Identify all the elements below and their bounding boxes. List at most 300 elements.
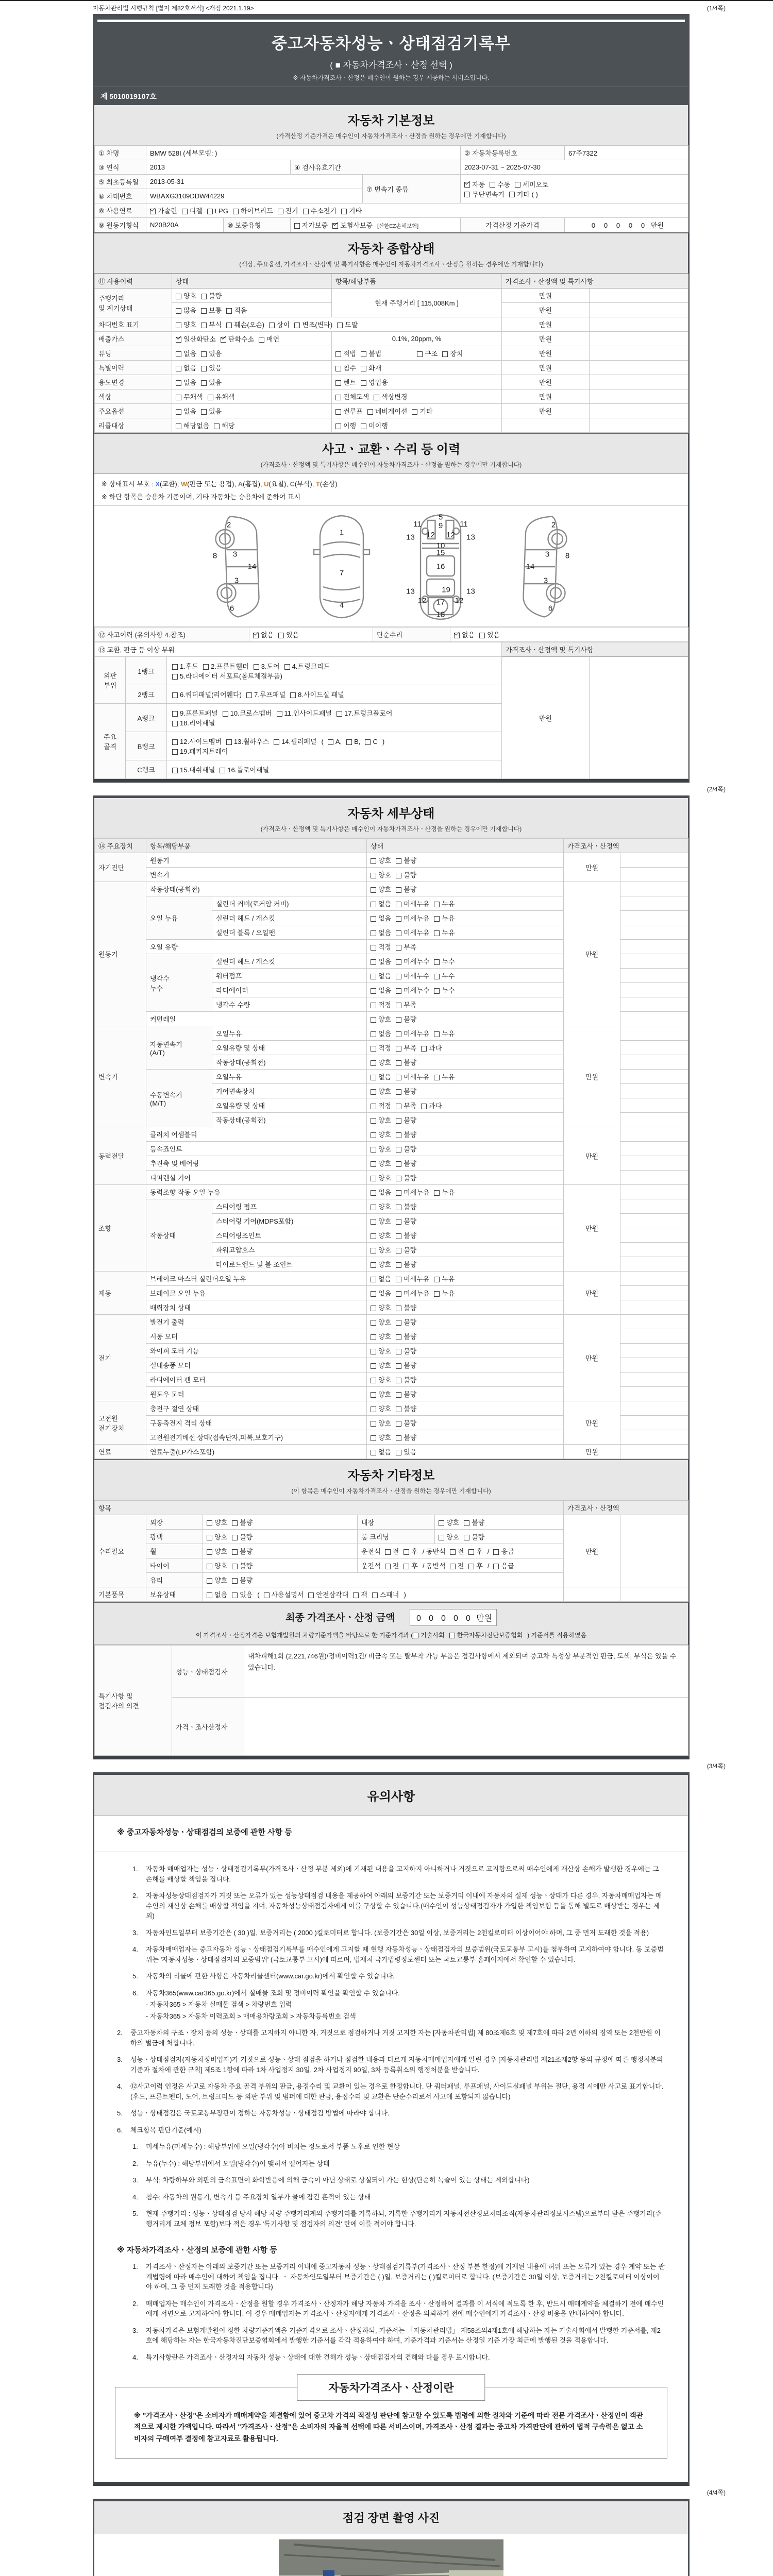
col-price: 가격조사ㆍ산정액: [564, 1501, 688, 1515]
checkbox-상이[interactable]: 상이: [269, 319, 290, 329]
notice-item: [132, 2192, 665, 2202]
notes-cell: [590, 361, 688, 375]
item-label: 외장: [146, 1515, 203, 1530]
checkbox-불량[interactable]: 불량: [396, 1245, 416, 1255]
checkbox-미세누유[interactable]: 미세누유: [396, 899, 429, 908]
diagram-part-number: 14: [247, 562, 257, 571]
notes-cell: [620, 1171, 688, 1185]
checkbox-네비게이션[interactable]: 네비게이션: [367, 406, 408, 416]
checkbox-영업용[interactable]: 영업용: [361, 377, 388, 387]
checkbox-불량[interactable]: 불량: [396, 1259, 416, 1269]
checkbox-양호[interactable]: 양호: [207, 1575, 227, 1585]
checkbox-전체도색[interactable]: 전체도색: [335, 392, 369, 401]
checkbox-양호[interactable]: 양호: [371, 1201, 391, 1211]
checkbox-누유[interactable]: 누유: [434, 913, 455, 923]
checkbox-양호[interactable]: 양호: [371, 1403, 391, 1413]
checkbox-불량[interactable]: 불량: [396, 1158, 416, 1168]
checkbox-해당없음[interactable]: 해당없음: [176, 420, 209, 430]
checkbox-누유[interactable]: 누유: [434, 1187, 455, 1197]
checkbox-2.프론트휀더[interactable]: 2.프론트휀더: [203, 661, 249, 671]
checkbox-해당[interactable]: 해당: [214, 420, 234, 430]
checkbox-불법[interactable]: 불법: [361, 348, 381, 358]
checkbox-불량[interactable]: 불량: [396, 1317, 416, 1327]
checkbox-양호[interactable]: 양호: [371, 1173, 391, 1182]
appraiser-opinion-text: [244, 1698, 688, 1756]
checkbox-후[interactable]: 후: [468, 1561, 483, 1570]
checkbox-부족[interactable]: 부족: [396, 1043, 416, 1053]
checkbox-일산화탄소[interactable]: 일산화탄소: [176, 334, 216, 344]
checkbox-적정[interactable]: 적정: [371, 1043, 391, 1053]
checkbox-6.쿼더패널(리어휀다)[interactable]: 6.쿼더패널(리어휀다): [172, 689, 242, 699]
notes-cell: [620, 911, 688, 925]
checkbox-icon: [176, 380, 181, 386]
checkbox-양호[interactable]: 양호: [207, 1532, 227, 1541]
checkbox-적법[interactable]: 적법: [335, 348, 356, 358]
table-row: [95, 218, 688, 232]
checkbox-누유[interactable]: 누유: [434, 1028, 455, 1038]
checkbox-icon: [201, 294, 207, 299]
checkbox-불량[interactable]: 불량: [396, 1014, 416, 1024]
checkbox-사용설명서[interactable]: 사용설명서: [264, 1589, 304, 1599]
checkbox-미세누유[interactable]: 미세누유: [396, 1288, 429, 1298]
checkbox-양호[interactable]: 양호: [371, 1129, 391, 1139]
diagram-part-number: 13: [466, 587, 475, 596]
checkbox-이행[interactable]: 이행: [335, 420, 356, 430]
checkbox-있음[interactable]: 있음: [232, 1589, 253, 1599]
checkbox-응급[interactable]: 응급: [493, 1561, 514, 1570]
checkbox-없음[interactable]: 없음: [176, 348, 196, 358]
detail-row: [95, 1445, 688, 1459]
checkbox-없음[interactable]: 없음: [371, 927, 391, 937]
checkbox-양호[interactable]: 양호: [176, 291, 196, 300]
checkbox-불량[interactable]: 불량: [232, 1532, 253, 1541]
checkbox-훼손(오손)[interactable]: 훼손(오손): [226, 319, 264, 329]
checkbox-전[interactable]: 전: [385, 1561, 399, 1570]
checkbox-탄화수소[interactable]: 탄화수소: [221, 334, 254, 344]
checkbox-icon: [371, 1349, 376, 1354]
checkbox-icon: [226, 308, 232, 314]
checkbox-icon: [396, 1262, 401, 1268]
final-price-note: 이 가격조사ㆍ산정가격은 보험개발원의 차량기준가액을 바탕으로 한 기준가격과 ( 기술사회 한국자동차진단보증협회 ) 기준서를 적용하였음: [195, 1632, 587, 1639]
checkbox-양호[interactable]: 양호: [371, 884, 391, 894]
checkbox-5.라디에이터 서포트(볼트체결부품)[interactable]: 5.라디에이터 서포트(볼트체결부품): [172, 671, 282, 681]
checkbox-불량[interactable]: 불량: [396, 1173, 416, 1182]
checkbox-보험사보증[interactable]: 보험사보증: [332, 220, 373, 230]
checkbox-있음[interactable]: 있음: [201, 363, 222, 372]
diagram-part-number: 3: [545, 550, 550, 559]
checkbox-수소전기[interactable]: 수소전기: [303, 206, 337, 215]
checkbox-하이브리드[interactable]: 하이브리드: [233, 206, 273, 215]
checkbox-양호[interactable]: 양호: [207, 1546, 227, 1556]
checkbox-양호[interactable]: 양호: [371, 1375, 391, 1384]
checkbox-icon: [396, 1190, 401, 1196]
checkbox-16.플로어패널[interactable]: 16.플로어패널: [220, 765, 269, 774]
checkbox-후[interactable]: 후: [468, 1546, 483, 1556]
checkbox-양호[interactable]: 양호: [371, 1014, 391, 1024]
state-options: [367, 1185, 564, 1199]
checkbox-많음[interactable]: 많음: [176, 305, 196, 315]
car-underbody-diagram: [402, 512, 479, 621]
notes-cell: [590, 375, 688, 389]
checkbox-7.루프패널[interactable]: 7.루프패널: [246, 689, 285, 699]
checkbox-양호[interactable]: 양호: [371, 1216, 391, 1226]
checkbox-8.사이드실 패널[interactable]: 8.사이드실 패널: [290, 689, 344, 699]
checkbox-양호[interactable]: 양호: [207, 1517, 227, 1527]
checkbox-있음[interactable]: 있음: [278, 630, 299, 639]
checkbox-응급[interactable]: 응급: [493, 1546, 514, 1556]
checkbox-B,[interactable]: B,: [346, 738, 360, 745]
checkbox-양호[interactable]: 양호: [371, 1346, 391, 1355]
checkbox-안전삼각대[interactable]: 안전삼각대: [308, 1589, 348, 1599]
checkbox-C[interactable]: C: [365, 738, 377, 745]
checkbox-불량[interactable]: 불량: [396, 1115, 416, 1125]
notice-number: 2.: [132, 1892, 138, 1900]
notes-cell: [620, 1156, 688, 1171]
checkbox-불량[interactable]: 불량: [396, 1144, 416, 1154]
checkbox-후[interactable]: 후: [404, 1561, 418, 1570]
detail-state-header: [94, 798, 688, 838]
checkbox-불량[interactable]: 불량: [464, 1532, 484, 1541]
checkbox-icon: [396, 1161, 401, 1167]
checkbox-있음[interactable]: 있음: [201, 348, 222, 358]
checkbox-있음[interactable]: 있음: [479, 630, 500, 639]
checkbox-양호[interactable]: 양호: [439, 1532, 459, 1541]
detail-row: [95, 882, 688, 896]
notes-cell: [590, 346, 688, 361]
basic-group-label: 기본품목: [95, 1587, 146, 1602]
checkbox-세미오토[interactable]: 세미오토: [515, 179, 548, 189]
checkbox-불량[interactable]: 불량: [396, 1201, 416, 1211]
checkbox-과다[interactable]: 과다: [421, 1100, 442, 1110]
checkbox-없음[interactable]: 없음: [253, 630, 274, 639]
checkbox-icon: [371, 1306, 376, 1311]
checkbox-양호[interactable]: 양호: [371, 1057, 391, 1067]
checkbox-LPG[interactable]: LPG: [207, 207, 228, 215]
legend-code-desc: (요철),: [268, 480, 290, 488]
notice-number: 5.: [132, 2210, 138, 2217]
checkbox-불량[interactable]: 불량: [396, 1375, 416, 1384]
checkbox-12.사이드멤버[interactable]: 12.사이드멤버: [172, 736, 222, 746]
checkbox-불량[interactable]: 불량: [232, 1575, 253, 1585]
checkbox-한국자동차진단보증협회[interactable]: 한국자동차진단보증협회: [449, 1631, 523, 1639]
checkbox-불량[interactable]: 불량: [232, 1546, 253, 1556]
checkbox-양호[interactable]: 양호: [371, 1259, 391, 1269]
checkbox-불량[interactable]: 불량: [396, 1360, 416, 1370]
checkbox-양호[interactable]: 양호: [371, 1302, 391, 1312]
price-digit: 0: [591, 222, 596, 229]
checkbox-18.리어패널[interactable]: 18.리어패널: [172, 718, 215, 727]
checkbox-불량[interactable]: 불량: [396, 855, 416, 865]
checkbox-없음[interactable]: 없음: [207, 1589, 227, 1599]
price-appraisal-info-box: [115, 2382, 667, 2459]
checkbox-전[interactable]: 전: [385, 1546, 399, 1556]
checkbox-적정[interactable]: 적정: [371, 999, 391, 1009]
checkbox-불량[interactable]: 불량: [232, 1517, 253, 1527]
checkbox-자가보증[interactable]: 자가보증: [294, 220, 328, 230]
checkbox-없음[interactable]: 없음: [454, 630, 475, 639]
checkbox-부족[interactable]: 부족: [396, 1100, 416, 1110]
checkbox-양호[interactable]: 양호: [371, 1144, 391, 1154]
notes-cell: [620, 868, 688, 882]
checkbox-양호[interactable]: 양호: [371, 855, 391, 865]
checkbox-없음[interactable]: 없음: [371, 985, 391, 995]
checkbox-장치[interactable]: 장치: [442, 348, 463, 358]
state-options: [172, 375, 332, 389]
checkbox-없음[interactable]: 없음: [371, 1072, 391, 1081]
item-label: 변속기: [146, 868, 367, 882]
checkbox-icon: [396, 1017, 401, 1023]
checkbox-icon: [464, 1535, 469, 1540]
checkbox-구조[interactable]: 구조: [417, 348, 438, 358]
checkbox-19.패키지트레이[interactable]: 19.패키지트레이: [172, 746, 228, 756]
car-diagram-area: [94, 506, 688, 627]
checkbox-icon: [434, 959, 440, 965]
item-label: 라디에이터: [212, 983, 367, 997]
checkbox-양호[interactable]: 양호: [371, 1115, 391, 1125]
checkbox-없음[interactable]: 없음: [371, 1274, 391, 1283]
checkbox-10.크로스멤버[interactable]: 10.크로스멤버: [223, 708, 272, 718]
checkbox-누유[interactable]: 누유: [434, 927, 455, 937]
checkbox-미세누수[interactable]: 미세누수: [396, 971, 429, 980]
checkbox-양호[interactable]: 양호: [439, 1517, 459, 1527]
checkbox-적정[interactable]: 적정: [371, 1100, 391, 1110]
state-options: [367, 1286, 564, 1300]
checkbox-기타 ( )[interactable]: 기타 ( ): [509, 189, 538, 199]
checkbox-불량[interactable]: 불량: [396, 870, 416, 879]
checkbox-전[interactable]: 전: [450, 1546, 464, 1556]
checkbox-침수[interactable]: 침수: [335, 363, 356, 372]
checkbox-스패너[interactable]: 스패너: [372, 1589, 399, 1599]
car-top-diagram: [303, 512, 380, 621]
checkbox-유채색[interactable]: 유채색: [208, 392, 235, 401]
basic-info-table: [94, 145, 688, 232]
checkbox-불량[interactable]: 불량: [396, 1432, 416, 1442]
checkbox-렌트[interactable]: 렌트: [335, 377, 356, 387]
checkbox-불량[interactable]: 불량: [396, 1057, 416, 1067]
checkbox-있음[interactable]: 있음: [396, 1447, 416, 1456]
checkbox-잭[interactable]: 잭: [353, 1589, 367, 1599]
checkbox-불량[interactable]: 불량: [232, 1561, 253, 1570]
checkbox-미세누유[interactable]: 미세누유: [396, 1274, 429, 1283]
checkbox-미세누유[interactable]: 미세누유: [396, 927, 429, 937]
checkbox-부족[interactable]: 부족: [396, 942, 416, 952]
photos-header: [94, 2501, 688, 2534]
price-cell: [502, 418, 590, 433]
checkbox-17.트렁크플로어[interactable]: 17.트렁크플로어: [337, 708, 392, 718]
basic-info-subtitle: (가격산정 기준가격은 매수인이 자동차가격조사ㆍ산정을 원하는 경우에만 기재합니다): [276, 132, 506, 140]
checkbox-누유[interactable]: 누유: [434, 1072, 455, 1081]
overall-row: [95, 375, 688, 389]
notes-cell: [620, 1055, 688, 1070]
checkbox-양호[interactable]: 양호: [371, 1086, 391, 1096]
checkbox-미이행[interactable]: 미이행: [361, 420, 388, 430]
checkbox-후[interactable]: 후: [404, 1546, 418, 1556]
checkbox-있음[interactable]: 있음: [201, 377, 222, 387]
checkbox-미세누유[interactable]: 미세누유: [396, 1187, 429, 1197]
checkbox-양호[interactable]: 양호: [371, 870, 391, 879]
checkbox-자동[interactable]: 자동: [464, 179, 485, 189]
item-label: 오일유량 및 상태: [212, 1098, 367, 1113]
checkbox-icon: [396, 1219, 401, 1225]
checkbox-누유[interactable]: 누유: [434, 1274, 455, 1283]
checkbox-13.휠하우스[interactable]: 13.휠하우스: [226, 736, 269, 746]
checkbox-icon: [396, 1003, 401, 1008]
checkbox-무단변속기[interactable]: 무단변속기: [464, 189, 505, 199]
rank-label: 2랭크: [126, 685, 167, 704]
checkbox-없음[interactable]: 없음: [371, 971, 391, 980]
checkbox-icon: [201, 351, 207, 357]
checkbox-없음[interactable]: 없음: [371, 899, 391, 908]
checkbox-기타[interactable]: 기타: [412, 406, 432, 416]
checkbox-icon: [396, 916, 401, 922]
usage-label: 주행거리 및 계기상태: [95, 289, 172, 317]
exchange-price-header: 가격조사ㆍ산정액 및 특기사항: [502, 642, 688, 657]
checkbox-미세누수[interactable]: 미세누수: [396, 956, 429, 966]
checkbox-icon: [371, 902, 376, 907]
checkbox-불량[interactable]: 불량: [396, 1346, 416, 1355]
warranty-insurer: [신한EZ손해보험]: [377, 223, 419, 229]
notice-text: 침수: 자동차의 원동기, 변속기 등 주요장치 일부가 물에 잠긴 흔적이 있는 상태: [146, 2193, 371, 2201]
notice-item: [132, 1891, 665, 1921]
checkbox-양호[interactable]: 양호: [371, 1360, 391, 1370]
value-car-name: BMW 528I (세부모델: ): [146, 146, 461, 160]
checkbox-4.트렁크리드[interactable]: 4.트렁크리드: [284, 661, 330, 671]
checkbox-기술사회[interactable]: 기술사회: [413, 1631, 444, 1639]
checkbox-양호[interactable]: 양호: [176, 319, 196, 329]
notes-cell: [620, 1012, 688, 1026]
checkbox-불량[interactable]: 불량: [396, 884, 416, 894]
checkbox-불량[interactable]: 불량: [396, 1331, 416, 1341]
checkbox-양호[interactable]: 양호: [371, 1331, 391, 1341]
checkbox-불량[interactable]: 불량: [396, 1389, 416, 1399]
rank-label: B랭크: [126, 732, 167, 760]
notice-number: 5.: [117, 2109, 123, 2117]
checkbox-미세누유[interactable]: 미세누유: [396, 913, 429, 923]
checkbox-없음[interactable]: 없음: [371, 1028, 391, 1038]
checkbox-없음[interactable]: 없음: [176, 377, 196, 387]
checkbox-14.필러패널[interactable]: 14.필러패널: [274, 736, 316, 746]
checkbox-미세누수[interactable]: 미세누수: [396, 985, 429, 995]
checkbox-icon: [371, 1161, 376, 1167]
checkbox-전[interactable]: 전: [450, 1561, 464, 1570]
checkbox-불량[interactable]: 불량: [396, 1216, 416, 1226]
checkbox-양호[interactable]: 양호: [371, 1230, 391, 1240]
checkbox-icon: [439, 1535, 444, 1540]
checkbox-불량[interactable]: 불량: [396, 1129, 416, 1139]
checkbox-매연[interactable]: 매연: [259, 334, 279, 344]
checkbox-양호[interactable]: 양호: [371, 1158, 391, 1168]
item-label: 보유상태: [146, 1587, 203, 1602]
checkbox-1.후드[interactable]: 1.후드: [172, 661, 198, 671]
checkbox-11.인사이드패널[interactable]: 11.인사이드패널: [277, 708, 332, 718]
notes-cell: [620, 1587, 688, 1602]
notes-cell: [620, 1416, 688, 1430]
checkbox-없음[interactable]: 없음: [176, 363, 196, 372]
checkbox-적음[interactable]: 적음: [226, 305, 247, 315]
checkbox-누유[interactable]: 누유: [434, 899, 455, 908]
diagram-part-number: 6: [229, 604, 234, 613]
checkbox-없음[interactable]: 없음: [371, 1288, 391, 1298]
accident-history-options: [249, 628, 373, 642]
checkbox-불량[interactable]: 불량: [201, 291, 222, 300]
checkbox-부식[interactable]: 부식: [201, 319, 222, 329]
checkbox-icon: [335, 366, 341, 371]
checkbox-9.프론트패널[interactable]: 9.프론트패널: [172, 708, 218, 718]
diagram-part-number: 12: [426, 531, 435, 539]
checkbox-도말[interactable]: 도말: [337, 319, 358, 329]
notes-cell: [620, 853, 688, 868]
checkbox-양호[interactable]: 양호: [371, 1389, 391, 1399]
checkbox-있음[interactable]: 있음: [201, 406, 222, 416]
checkbox-화재[interactable]: 화재: [361, 363, 381, 372]
diagram-part-number: 11: [413, 520, 422, 529]
state-options: [367, 1012, 564, 1026]
checkbox-icon: [396, 1320, 401, 1326]
checkbox-없음[interactable]: 없음: [371, 913, 391, 923]
checkbox-icon: [396, 902, 401, 907]
checkbox-불량[interactable]: 불량: [464, 1517, 484, 1527]
checkbox-양호[interactable]: 양호: [371, 1418, 391, 1428]
notes-cell: [620, 1344, 688, 1358]
price-digit: 0: [466, 1614, 470, 1623]
checkbox-변조(변타)[interactable]: 변조(변타): [294, 319, 332, 329]
checkbox-없음[interactable]: 없음: [371, 1187, 391, 1197]
checkbox-누수[interactable]: 누수: [434, 956, 455, 966]
checkbox-색상변경[interactable]: 색상변경: [374, 392, 407, 401]
checkbox-수동[interactable]: 수동: [490, 179, 510, 189]
checkbox-A,[interactable]: A,: [328, 738, 342, 745]
checkbox-15.대쉬패널[interactable]: 15.대쉬패널: [172, 765, 215, 774]
checkbox-디젤[interactable]: 디젤: [182, 206, 203, 215]
checkbox-양호[interactable]: 양호: [371, 1317, 391, 1327]
checkbox-썬루프[interactable]: 썬루프: [335, 406, 363, 416]
checkbox-과다[interactable]: 과다: [421, 1043, 442, 1053]
notes-cell: [620, 1445, 688, 1459]
checkbox-양호[interactable]: 양호: [207, 1561, 227, 1570]
checkbox-적정[interactable]: 적정: [371, 942, 391, 952]
checkbox-누유[interactable]: 누유: [434, 1288, 455, 1298]
checkbox-불량[interactable]: 불량: [396, 1230, 416, 1240]
checkbox-부족[interactable]: 부족: [396, 999, 416, 1009]
checkbox-미세누유[interactable]: 미세누유: [396, 1072, 429, 1081]
checkbox-불량[interactable]: 불량: [396, 1302, 416, 1312]
checkbox-가솔린[interactable]: 가솔린: [150, 206, 177, 215]
checkbox-불량[interactable]: 불량: [396, 1403, 416, 1413]
price-cell: 만원: [502, 361, 590, 375]
checkbox-양호[interactable]: 양호: [371, 1245, 391, 1255]
notes-cell: [620, 1315, 688, 1329]
notice-text: 자동차인도일부터 보증기간은 ( 30 )일, 보증거리는 ( 2000 )킬로미터로 합니다. (보증기간은 30일 이상, 보증거리는 2천킬로미터 이상이어야 하며, 그 중 먼저 도래한 것을 적용): [146, 1928, 649, 1937]
checkbox-3.도어[interactable]: 3.도어: [254, 661, 280, 671]
item-label: 시동 모터: [146, 1329, 367, 1344]
checkbox-불량[interactable]: 불량: [396, 1418, 416, 1428]
checkbox-기타[interactable]: 기타: [341, 206, 362, 215]
checkbox-보통[interactable]: 보통: [201, 305, 222, 315]
checkbox-없음[interactable]: 없음: [371, 956, 391, 966]
overall-row: [95, 361, 688, 375]
checkbox-없음[interactable]: 없음: [176, 406, 196, 416]
item-cell: [332, 404, 502, 418]
checkbox-없음[interactable]: 없음: [371, 1447, 391, 1456]
checkbox-미세누유[interactable]: 미세누유: [396, 1028, 429, 1038]
checkbox-무채색[interactable]: 무채색: [176, 392, 203, 401]
checkbox-누수[interactable]: 누수: [434, 971, 455, 980]
checkbox-전기[interactable]: 전기: [278, 206, 298, 215]
checkbox-불량[interactable]: 불량: [396, 1086, 416, 1096]
checkbox-누수[interactable]: 누수: [434, 985, 455, 995]
price-cell: 만원: [564, 1315, 620, 1401]
checkbox-양호[interactable]: 양호: [371, 1432, 391, 1442]
